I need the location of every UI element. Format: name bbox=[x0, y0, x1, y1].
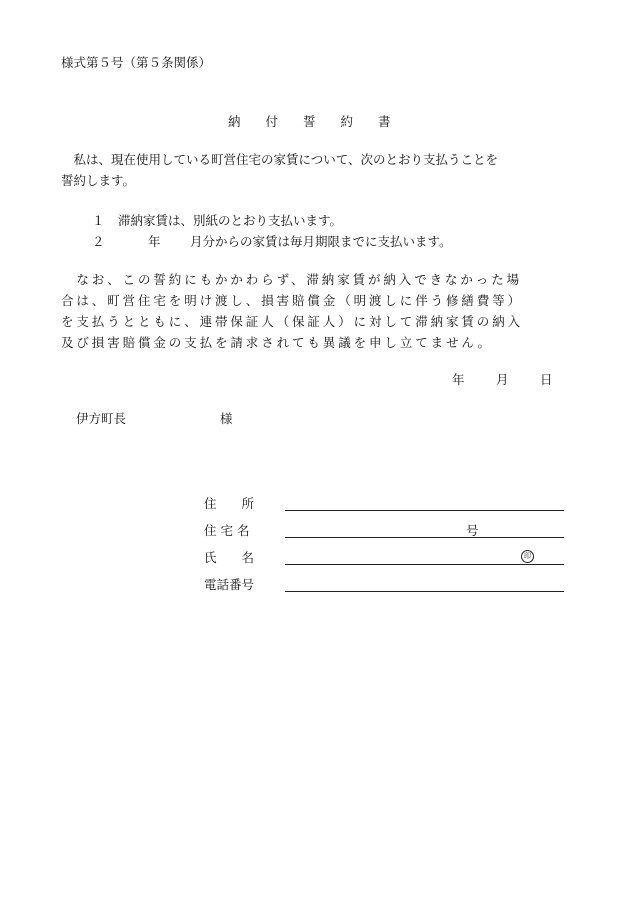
address-label: 住 所 bbox=[204, 496, 255, 511]
intro-line-2: 誓約します。 bbox=[61, 173, 136, 188]
item-1-text: 滞納家賃は、別紙のとおり支払います。 bbox=[118, 213, 343, 228]
name-line[interactable] bbox=[285, 564, 564, 565]
phone-label: 電話番号 bbox=[204, 577, 255, 592]
house-number-suffix: 号 bbox=[466, 523, 479, 538]
house-name-line[interactable] bbox=[285, 537, 564, 538]
house-name-label: 住 宅 名 bbox=[204, 523, 250, 538]
notice-line-3: を支払うとともに、連帯保証人（保証人）に対して滞納家賃の納入 bbox=[61, 314, 524, 329]
form-label: 様式第５号（第５条関係） bbox=[61, 55, 212, 70]
seal-mark: 印 bbox=[521, 550, 534, 563]
item-2-year: 年 bbox=[148, 234, 161, 249]
date-year: 年 bbox=[452, 372, 465, 387]
address-line[interactable] bbox=[285, 510, 564, 511]
phone-line[interactable] bbox=[285, 591, 564, 592]
item-1-number: １ bbox=[92, 213, 105, 228]
date-day: 日 bbox=[540, 372, 553, 387]
item-2-text: 月分からの家賃は毎月期限までに支払います。 bbox=[190, 234, 452, 249]
name-label: 氏 名 bbox=[204, 550, 255, 565]
notice-line-2: 合は、町営住宅を明け渡し、損害賠償金（明渡しに伴う修繕費等） bbox=[61, 293, 524, 308]
notice-line-4: 及び損害賠償金の支払を請求されても異議を申し立てません。 bbox=[61, 335, 493, 350]
notice-line-1: なお、この誓約にもかかわらず、滞納家賃が納入できなかった場 bbox=[61, 272, 523, 287]
item-2-number: ２ bbox=[92, 234, 105, 249]
addressee-honorific: 様 bbox=[220, 411, 233, 426]
intro-line-1: 私は、現在使用している町営住宅の家賃について、次のとおり支払うことを bbox=[61, 152, 499, 167]
document-title: 納 付 誓 約 書 bbox=[228, 114, 391, 129]
addressee-name: 伊方町長 bbox=[76, 411, 127, 426]
date-month: 月 bbox=[496, 372, 509, 387]
